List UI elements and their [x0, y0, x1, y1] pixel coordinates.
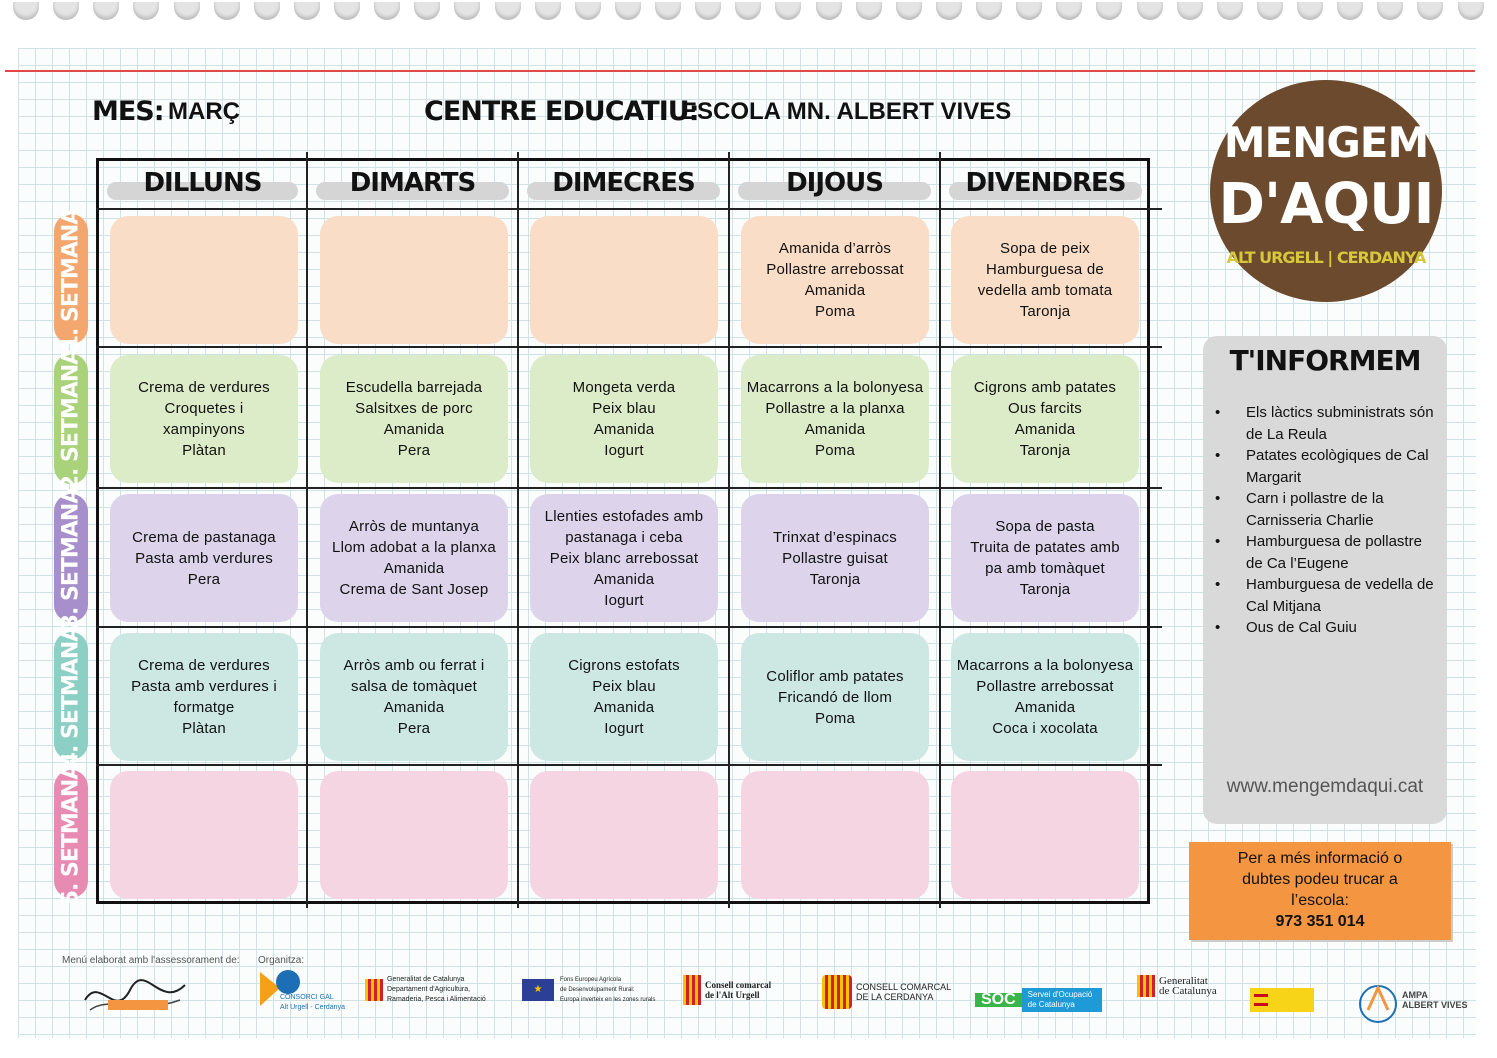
- table-divider: [96, 487, 1162, 489]
- month-label: MES:: [92, 96, 164, 127]
- menu-cell-text: Coliflor amb patates Fricandó de llom Poma: [766, 667, 904, 727]
- info-list: [1225, 402, 1439, 639]
- menu-cell: [110, 355, 298, 483]
- info-item: • Patates ecològiques de Cal Margarit: [1225, 445, 1439, 488]
- margin-line: [5, 70, 1475, 72]
- week-tab-5: 5. SETMANA: [54, 770, 88, 898]
- table-divider: [96, 208, 1162, 210]
- contact-phone[interactable]: 973 351 014: [1275, 913, 1365, 930]
- contact-text-2: dubtes podeu trucar a: [1242, 871, 1398, 888]
- menu-cell: [320, 771, 508, 899]
- menu-cell: [320, 494, 508, 622]
- week-tab-4: 4. SETMANA: [54, 632, 88, 760]
- table-divider: [96, 346, 1162, 348]
- day-header-divendres: DIVENDRES: [941, 168, 1150, 204]
- advisor-label: Menú elaborat amb l'assessorament de:: [62, 955, 240, 966]
- signature-logo: [80, 970, 190, 1025]
- menu-cell: [741, 633, 929, 761]
- menu-cell-text: Macarrons a la bolonyesa Pollastre arrebossat Amanida Coca i xocolata: [956, 657, 1134, 737]
- menu-cell: [530, 355, 718, 483]
- consorci-text: CONSORCI GAL Alt Urgell - Cerdanya: [280, 994, 345, 1011]
- menu-cell: [951, 494, 1139, 622]
- info-item: • Ous de Cal Guiu: [1225, 617, 1439, 639]
- menu-cell: [320, 633, 508, 761]
- menu-cell-text: Arròs amb ou ferrat i salsa de tomàquet Amanida Pera: [343, 657, 485, 737]
- menu-cell-text: Arròs de muntanya Llom adobat a la planxa Amanida Crema de Sant Josep: [332, 518, 496, 598]
- info-item: • Els làctics subministrats són de La Reula: [1225, 402, 1439, 445]
- ccc-logo: CONSELL COMARCAL DE LA CERDANYA: [822, 975, 951, 1009]
- menu-cell: [741, 771, 929, 899]
- menu-cell: [320, 216, 508, 344]
- logo-line-3: ALT URGELL | CERDANYA: [1226, 248, 1426, 267]
- table-divider: [939, 152, 941, 908]
- menu-cell-text: Cigrons amb patates Ous farcits Amanida Taronja: [973, 379, 1117, 459]
- menu-cell: [741, 216, 929, 344]
- menu-cell: [741, 355, 929, 483]
- logo-line-2: D'AQUI: [1218, 172, 1434, 237]
- menu-cell: [320, 355, 508, 483]
- ampa-logo: [1358, 980, 1398, 1026]
- info-item: • Carn i pollastre de la Carnisseria Charlie: [1225, 488, 1439, 531]
- menu-cell-text: Crema de verdures Pasta amb verdures i formatge Plàtan: [131, 657, 277, 737]
- info-item: • Hamburguesa de pollastre de Ca l’Eugene: [1225, 531, 1439, 574]
- day-header-dijous: DIJOUS: [730, 168, 939, 204]
- menu-cell-text: Mongeta verda Peix blau Amanida Iogurt: [572, 379, 676, 459]
- week-tab-2: 2. SETMANA: [54, 354, 88, 484]
- menu-cell-text: Sopa de pasta Truita de patates amb pa amb tomàquet Taronja: [970, 518, 1120, 598]
- contact-text-1: Per a més informació o: [1237, 850, 1403, 867]
- day-header-dimarts: DIMARTS: [308, 168, 517, 204]
- week-tab-1: 1. SETMANA: [54, 214, 88, 344]
- menu-cell-text: Crema de verdures Croquetes i xampinyons Plàtan: [138, 379, 270, 459]
- ccau-logo: Consell comarcal de l'Alt Urgell: [683, 975, 771, 1005]
- menu-cell: [530, 633, 718, 761]
- table-divider: [96, 626, 1162, 628]
- menu-cell: [951, 633, 1139, 761]
- website-link[interactable]: www.mengemdaqui.cat: [1226, 776, 1424, 797]
- menu-cell: [110, 771, 298, 899]
- menu-cell-text: Amanida d’arròs Pollastre arrebossat Amanida Poma: [766, 240, 904, 320]
- info-item: • Hamburguesa de vedella de Cal Mitjana: [1225, 574, 1439, 617]
- menu-cell: [951, 216, 1139, 344]
- logo-line-1: MENGEM: [1223, 118, 1429, 167]
- menu-cell-text: Trinxat d’espinacs Pollastre guisat Taronja: [773, 528, 897, 588]
- contact-box: [1189, 842, 1451, 940]
- centre-label: CENTRE EDUCATIU:: [424, 96, 699, 127]
- menu-cell-text: Llenties estofades amb pastanaga i ceba Peix blanc arrebossat Amanida Iogurt: [544, 507, 704, 609]
- menu-cell: [951, 771, 1139, 899]
- menu-cell: [530, 494, 718, 622]
- day-header-dimecres: DIMECRES: [519, 168, 728, 204]
- menu-cell: [530, 771, 718, 899]
- table-divider: [517, 152, 519, 908]
- menu-cell: [741, 494, 929, 622]
- menu-cell: [110, 216, 298, 344]
- day-header-dilluns: DILLUNS: [99, 168, 306, 204]
- organizer-label: Organitza:: [258, 955, 305, 966]
- menu-cell-text: Cigrons estofats Peix blau Amanida Iogurt: [568, 657, 680, 737]
- info-panel: [1203, 336, 1447, 824]
- menu-cell-text: Sopa de peix Hamburguesa de vedella amb tomata Taronja: [977, 240, 1113, 320]
- contact-text-3: l’escola:: [1291, 892, 1349, 909]
- menu-cell-text: Macarrons a la bolonyesa Pollastre a la planxa Amanida Poma: [746, 379, 924, 459]
- menu-cell: [951, 355, 1139, 483]
- gencat-logo: Generalitat de Catalunya: [1137, 975, 1217, 997]
- mengem-daqui-logo: [1210, 80, 1442, 302]
- soc-logo: SOC Servei d'Ocupació de Catalunya: [975, 988, 1102, 1012]
- table-divider: [96, 764, 1162, 766]
- week-tab-3: 3. SETMANA: [54, 494, 88, 622]
- menu-cell-text: Escudella barrejada Salsitxes de porc Amanida Pera: [345, 379, 483, 459]
- menu-cell-text: Crema de pastanaga Pasta amb verdures Pera: [132, 528, 276, 588]
- menu-cell: [110, 633, 298, 761]
- centre-value: ESCOLA MN. ALBERT VIVES: [681, 98, 1012, 125]
- month-value: MARÇ: [168, 98, 240, 125]
- notebook-rings: [0, 0, 1497, 26]
- table-divider: [728, 152, 730, 908]
- feader-logo: ★ Fons Europeu Agrícola de Desenvolupament Rural: Europa inverteix en les zones rurals: [522, 975, 655, 1005]
- ampa-text: AMPA ALBERT VIVES: [1402, 990, 1468, 1010]
- menu-cell: [110, 494, 298, 622]
- table-divider: [306, 152, 308, 908]
- info-title: T'INFORMEM: [1229, 344, 1421, 377]
- gencat-dept-logo: Generalitat de Catalunya Departament d'Agricultura, Ramaderia, Pesca i Alimentació: [365, 975, 486, 1005]
- spain-gov-logo: [1250, 988, 1314, 1012]
- menu-cell: [530, 216, 718, 344]
